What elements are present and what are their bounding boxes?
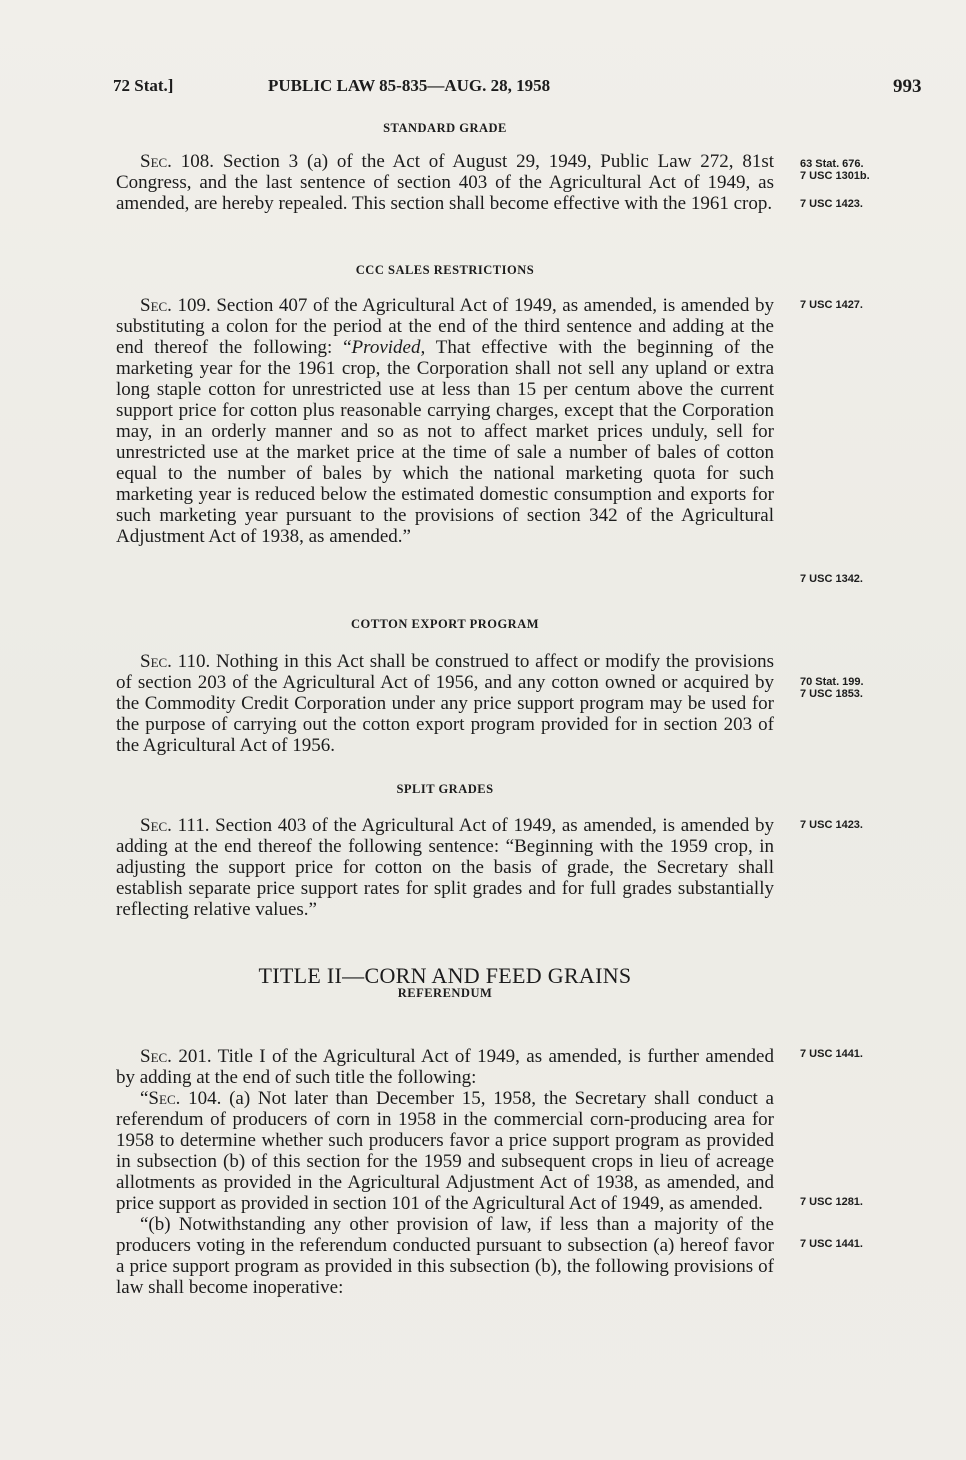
section-111-label: Sec. 111. xyxy=(140,815,210,836)
section-104b-text: “(b) Notwithstanding any other provision of law, if less than a majority of the producers voting in the referendum conducted pursuant to subsection (a) hereof favor a price support program as provided in this subsection (b), the following provisions of law shall become inoperative: xyxy=(116,1214,774,1298)
section-104a-text: (a) Not later than December 15, 1958, the Secretary shall conduct a referendum of producers of corn in 1958 in the commercial corn-producing area for 1958 to determine whether such producers favor a price support program as provided in subsection (b) of this section for the 1959 and subsequent crops in lieu of acreage allotments as provided in the Agricultural Adjustment Act of 1938, as amended, and price support as provided in section 101 of the Agricultural Act of 1949, as amended. xyxy=(116,1088,774,1214)
margin-note-7-usc-1423: 7 USC 1423. xyxy=(800,198,863,210)
margin-note-7-usc-1342: 7 USC 1342. xyxy=(800,573,863,585)
section-heading-standard-grade: STANDARD GRADE xyxy=(383,121,507,135)
section-111-body xyxy=(116,815,774,920)
section-108-label: Sec. 108. xyxy=(140,151,215,172)
section-109-text-b: That effective with the beginning of the marketing year for the 1961 crop, the Corporation shall not sell any upland or extra long staple cotton for unrestricted use at less than 15 per centum above the current support price for cotton plus reasonable carrying charges, except that the Corporation may, in an orderly manner and so as not to affect market prices unduly, sell for unrestricted use at the market price at the time of sale a number of bales of cotton equal to the number of bales by which the national marketing quota for such marketing year is reduced below the estimated domestic consumption and exports for such marketing year pursuant to the provisions of section 342 of the Agricultural Adjustment Act of 1938, as amended.” xyxy=(116,337,774,547)
section-201-paragraph-2 xyxy=(116,1088,774,1214)
section-109-body xyxy=(116,295,774,547)
section-heading-referendum: REFERENDUM xyxy=(397,986,493,1000)
section-201-paragraph-1 xyxy=(116,1046,774,1088)
section-108-body xyxy=(116,151,774,214)
margin-note-63-stat-676 xyxy=(800,158,920,182)
section-110-body xyxy=(116,651,774,756)
section-111-paragraph xyxy=(116,815,774,920)
header-title: PUBLIC LAW 85-835—AUG. 28, 1958 xyxy=(268,76,551,95)
section-heading-ccc-sales: CCC SALES RESTRICTIONS xyxy=(355,263,535,277)
section-111-text: Section 403 of the Agricultural Act of 1949, as amended, is amended by adding at the end thereof the following sentence: “Beginning with the 1959 crop, in adjusting the support price for cotton on the basis of grade, the Secretary shall establish separate price support rates for split grades and for full grades substantially reflecting relative values.” xyxy=(116,815,774,920)
section-heading-cotton-export: COTTON EXPORT PROGRAM xyxy=(350,617,540,631)
section-201-text: Title I of the Agricultural Act of 1949, as amended, is further amended by adding at the end of such title the following: xyxy=(116,1046,774,1088)
margin-note-70-stat-199 xyxy=(800,676,920,700)
section-heading-split-grades: SPLIT GRADES xyxy=(396,782,494,796)
margin-note-line: 7 USC 1853. xyxy=(800,688,863,700)
margin-note-7-usc-1441: 7 USC 1441. xyxy=(800,1048,863,1060)
section-110-text: Nothing in this Act shall be construed to affect or modify the provisions of section 203 of the Agricultural Act of 1956, and any cotton owned or acquired by the Commodity Credit Corporation under any price support program may be used for the purpose of carrying out the cotton export program provided for in section 203 of the Agricultural Act of 1956. xyxy=(116,651,774,756)
page-number: 993 xyxy=(893,76,922,97)
margin-note-7-usc-1441-b: 7 USC 1441. xyxy=(800,1238,863,1250)
margin-note-line: 70 Stat. 199. xyxy=(800,676,864,688)
section-108-paragraph xyxy=(116,151,774,214)
margin-note-line: 7 USC 1301b. xyxy=(800,170,870,182)
section-110-paragraph xyxy=(116,651,774,756)
section-104-label: “Sec. 104. xyxy=(140,1088,222,1109)
margin-note-7-usc-1281: 7 USC 1281. xyxy=(800,1196,863,1208)
title-ii-heading: TITLE II—CORN AND FEED GRAINS xyxy=(258,963,632,988)
header-volume: 72 Stat.] xyxy=(113,76,174,95)
section-108-text: Section 3 (a) of the Act of August 29, 1949, Public Law 272, 81st Congress, and the last sentence of section 403 of the Agricultural Act of 1949, as amended, are hereby repealed. This section shall become effective with the 1961 crop. xyxy=(116,151,774,214)
section-201-label: Sec. 201. xyxy=(140,1046,212,1067)
section-109-paragraph xyxy=(116,295,774,547)
section-109-proviso: Provided, xyxy=(351,337,426,358)
margin-note-7-usc-1427: 7 USC 1427. xyxy=(800,299,863,311)
section-109-label: Sec. 109. xyxy=(140,295,211,316)
section-109-text-a: Section 407 of the Agricultural Act of 1949, as amended, is amended by substituting a colon for the period at the end of the third sentence and adding at the end thereof the following: “ xyxy=(116,295,774,358)
margin-note-line: 63 Stat. 676. xyxy=(800,158,864,170)
margin-note-7-usc-1423-b: 7 USC 1423. xyxy=(800,819,863,831)
section-201-paragraph-3 xyxy=(116,1214,774,1298)
section-110-label: Sec. 110. xyxy=(140,651,211,672)
section-201-body xyxy=(116,1046,774,1298)
